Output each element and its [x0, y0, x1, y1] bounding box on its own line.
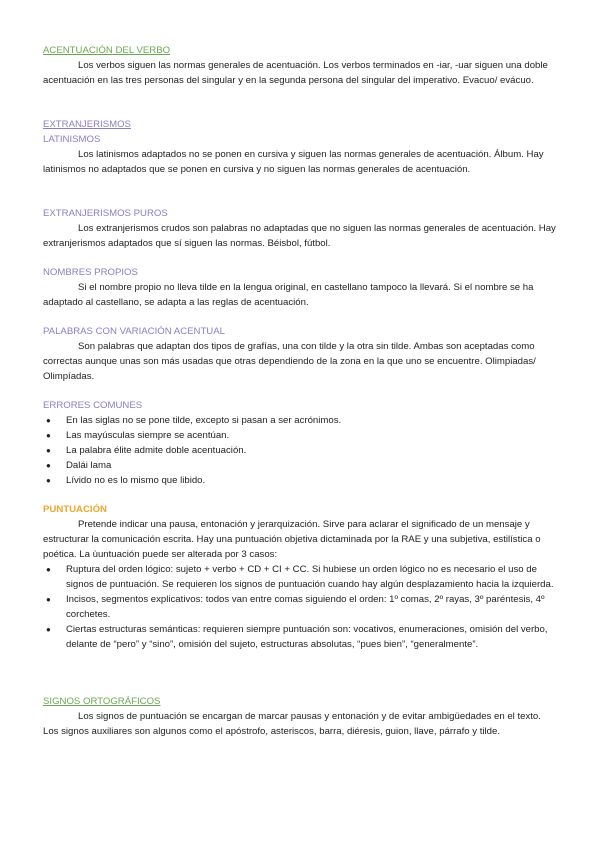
- section-subheading: LATINISMOS: [43, 134, 101, 145]
- section-paragraph: Si el nombre propio no lleva tilde en la lengua original, en castellano tampoco la llevará. Si el nombre se ha adaptado al castellano, se adapta a las reglas de acentuación.: [43, 282, 534, 308]
- section-paragraph: Los latinismos adaptados no se ponen en cursiva y siguen las normas generales de acentuación. Álbum. Hay latinismos no adaptados que se ponen en cursiva y no siguen las normas generales de acentuación.: [43, 149, 544, 175]
- bullet-icon: ●: [46, 476, 51, 485]
- section-errores-comunes: [43, 398, 558, 488]
- section-paragraph: Son palabras que adaptan dos tipos de grafías, una con tilde y la otra sin tilde. Ambas son aceptadas como correctas aunque unas son más usadas que otras dependiendo de la zona en la que uno se encuentre. Olimpiadas/ Olimpíadas.: [43, 341, 536, 382]
- section-extranjerismos-puros: [43, 206, 558, 251]
- section-paragraph: Pretende indicar una pausa, entonación y jerarquización. Sirve para aclarar el significado de un mensaje y estructurar la comunicación escrita. Hay una puntuación objetiva dictaminada por la RAE y una subjetiva, estilística o poética. La ùuntuación puede ser alterada por 3 casos:: [43, 519, 541, 560]
- section-heading: NOMBRES PROPIOS: [43, 267, 138, 278]
- bullet-icon: ●: [46, 565, 51, 574]
- list-item: ● En las siglas no se pone tilde, excepto si pasan a ser acrónimos.: [46, 415, 342, 426]
- section-variacion-acentual: [43, 324, 558, 384]
- bullet-list: [43, 413, 558, 488]
- bullet-icon: ●: [46, 461, 51, 470]
- section-nombres-propios: [43, 265, 558, 310]
- section-puntuacion: [43, 502, 558, 652]
- section-paragraph: Los extranjerismos crudos son palabras no adaptadas que no siguen las normas generales de acentuación. Hay extranjerismos adaptados que sí siguen las normas. Béisbol, fútbol.: [43, 223, 556, 249]
- list-item: ● Incisos, segmentos explicativos: todos van entre comas siguiendo el orden: 1º comas, 2º rayas, 3º paréntesis, 4º corchetes.: [46, 594, 545, 620]
- bullet-icon: ●: [46, 625, 51, 634]
- section-signos-ortograficos: [43, 694, 558, 739]
- section-heading: ERRORES COMUNES: [43, 400, 143, 411]
- list-item: ● Las mayúsculas siempre se acentúan.: [46, 430, 230, 441]
- section-heading: PALABRAS CON VARIACIÓN ACENTUAL: [43, 326, 225, 337]
- section-heading: EXTRANJERISMOS: [43, 119, 131, 130]
- bullet-icon: ●: [46, 416, 51, 425]
- section-heading: PUNTUACIÓN: [43, 504, 107, 515]
- section-paragraph: Los signos de puntuación se encargan de marcar pausas y entonación y de evitar ambigüedades en el texto. Los signos auxiliares son algunos como el apóstrofo, asteriscos, barra, diéresis, guion, llave, párrafo y tilde.: [43, 711, 541, 737]
- bullet-icon: ●: [46, 431, 51, 440]
- list-item: ● Ciertas estructuras semánticas: requieren siempre puntuación son: vocativos, enumeraciones, omisión del verbo, delante de “pero” y “sino”, omisión del sujeto, estructuras absolutas, “pues bien”, “generalmente”.: [46, 624, 548, 650]
- list-item: ● Lívido no es lo mismo que libido.: [46, 475, 206, 486]
- bullet-list: [43, 562, 558, 652]
- section-heading: SIGNOS ORTOGRÁFICOS: [43, 696, 161, 707]
- section-paragraph: Los verbos siguen las normas generales de acentuación. Los verbos terminados en -iar, -uar siguen una doble acentuación en las tres personas del singular y en la segunda persona del singular del imperativo. Evacuo/ evácuo.: [43, 60, 548, 86]
- list-item: ● Dalái lama: [46, 460, 112, 471]
- section-extranjerismos: [43, 117, 558, 177]
- section-heading: ACENTUACIÓN DEL VERBO: [43, 45, 171, 56]
- bullet-icon: ●: [46, 595, 51, 604]
- list-item: ● Ruptura del orden lógico: sujeto + verbo + CD + CI + CC. Si hubiese un orden lógico no es necesario el uso de signos de puntuación. Se requieren los signos de puntuación cuando hay algún desplazamiento hacia la izquierda.: [46, 564, 554, 590]
- section-heading: EXTRANJERISMOS PUROS: [43, 208, 168, 219]
- bullet-icon: ●: [46, 446, 51, 455]
- list-item: ● La palabra élite admite doble acentuación.: [46, 445, 247, 456]
- section-acentuacion-verbo: [43, 43, 558, 88]
